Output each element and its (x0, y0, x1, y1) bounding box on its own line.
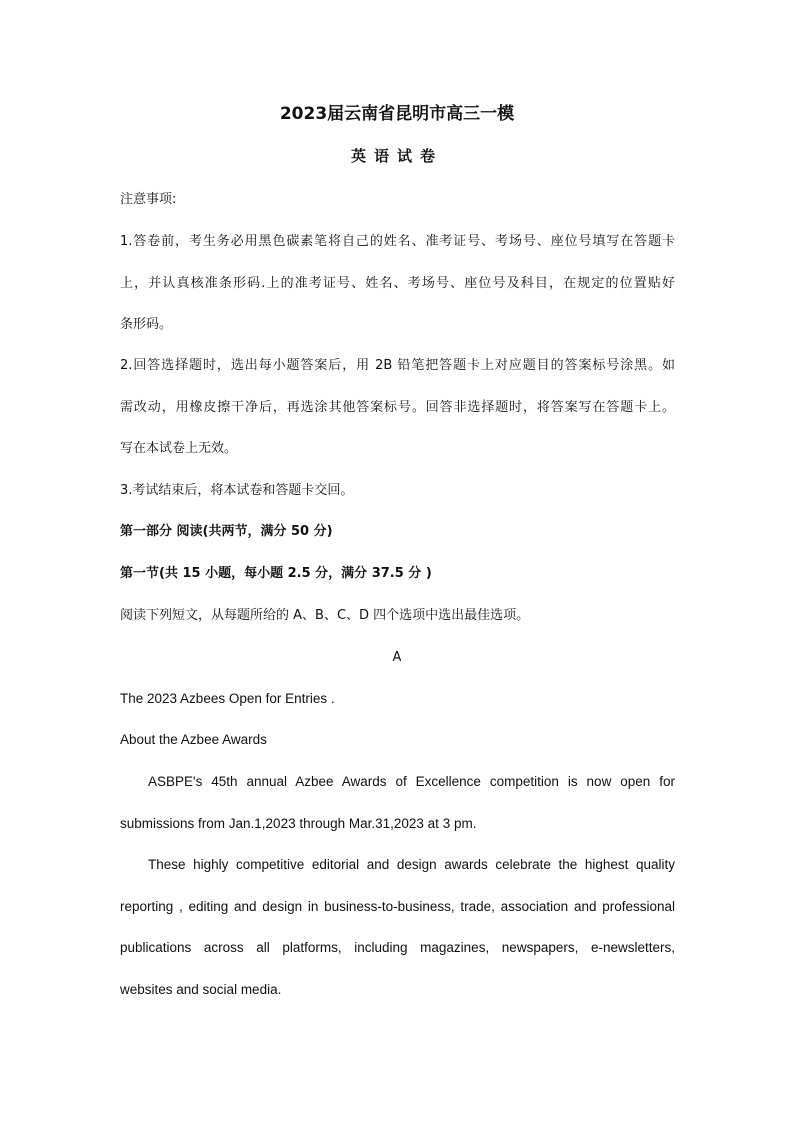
passage-line: ASBPE's 45th annual Azbee Awards of Excellence competition is now open for (148, 774, 675, 789)
notes-line: 上，并认真核准条形码.上的准考证号、姓名、考场号、座位号及科目，在规定的位置贴好 (120, 276, 675, 291)
passage-line: websites and social media. (120, 982, 282, 997)
part-heading: 第一部分 阅读(共两节，满分 50 分) (120, 524, 333, 539)
notes-heading: 注意事项: (120, 192, 177, 207)
notes-line: 条形码。 (120, 317, 173, 332)
passage-title: The 2023 Azbees Open for Entries . (120, 691, 335, 706)
passage-subheading: About the Azbee Awards (120, 732, 267, 747)
passage-line: These highly competitive editorial and design awards celebrate the highest quality (148, 857, 675, 872)
notes-line: 需改动，用橡皮擦干净后，再选涂其他答案标号。回答非选择题时，将答案写在答题卡上。 (120, 400, 675, 415)
notes-line: 写在本试卷上无效。 (120, 441, 238, 456)
notes-line: 3.考试结束后，将本试卷和答题卡交回。 (120, 483, 354, 498)
passage-line: reporting , editing and design in business-to-business, trade, association and professional (120, 899, 675, 914)
notes-line: 1.答卷前，考生务必用黑色碳素笔将自己的姓名、准考证号、考场号、座位号填写在答题卡 (120, 234, 675, 249)
notes-line: 2.回答选择题时，选出每小题答案后，用 2B 铅笔把答题卡上对应题目的答案标号涂黑。如 (120, 358, 675, 373)
section-heading: 第一节(共 15 小题，每小题 2.5 分，满分 37.5 分 ) (120, 566, 432, 581)
page-title: 2023届云南省昆明市高三一模 (279, 104, 515, 124)
passage-line: submissions from Jan.1,2023 through Mar.31,2023 at 3 pm. (120, 816, 477, 831)
page-subtitle: 英语试卷 (350, 147, 443, 165)
passage-line: publications across all platforms, including magazines, newspapers, e-newsletters, (120, 940, 675, 955)
passage-label: A (392, 650, 402, 665)
instruction-text: 阅读下列短文，从每题所给的 A、B、C、D 四个选项中选出最佳选项。 (120, 608, 530, 623)
